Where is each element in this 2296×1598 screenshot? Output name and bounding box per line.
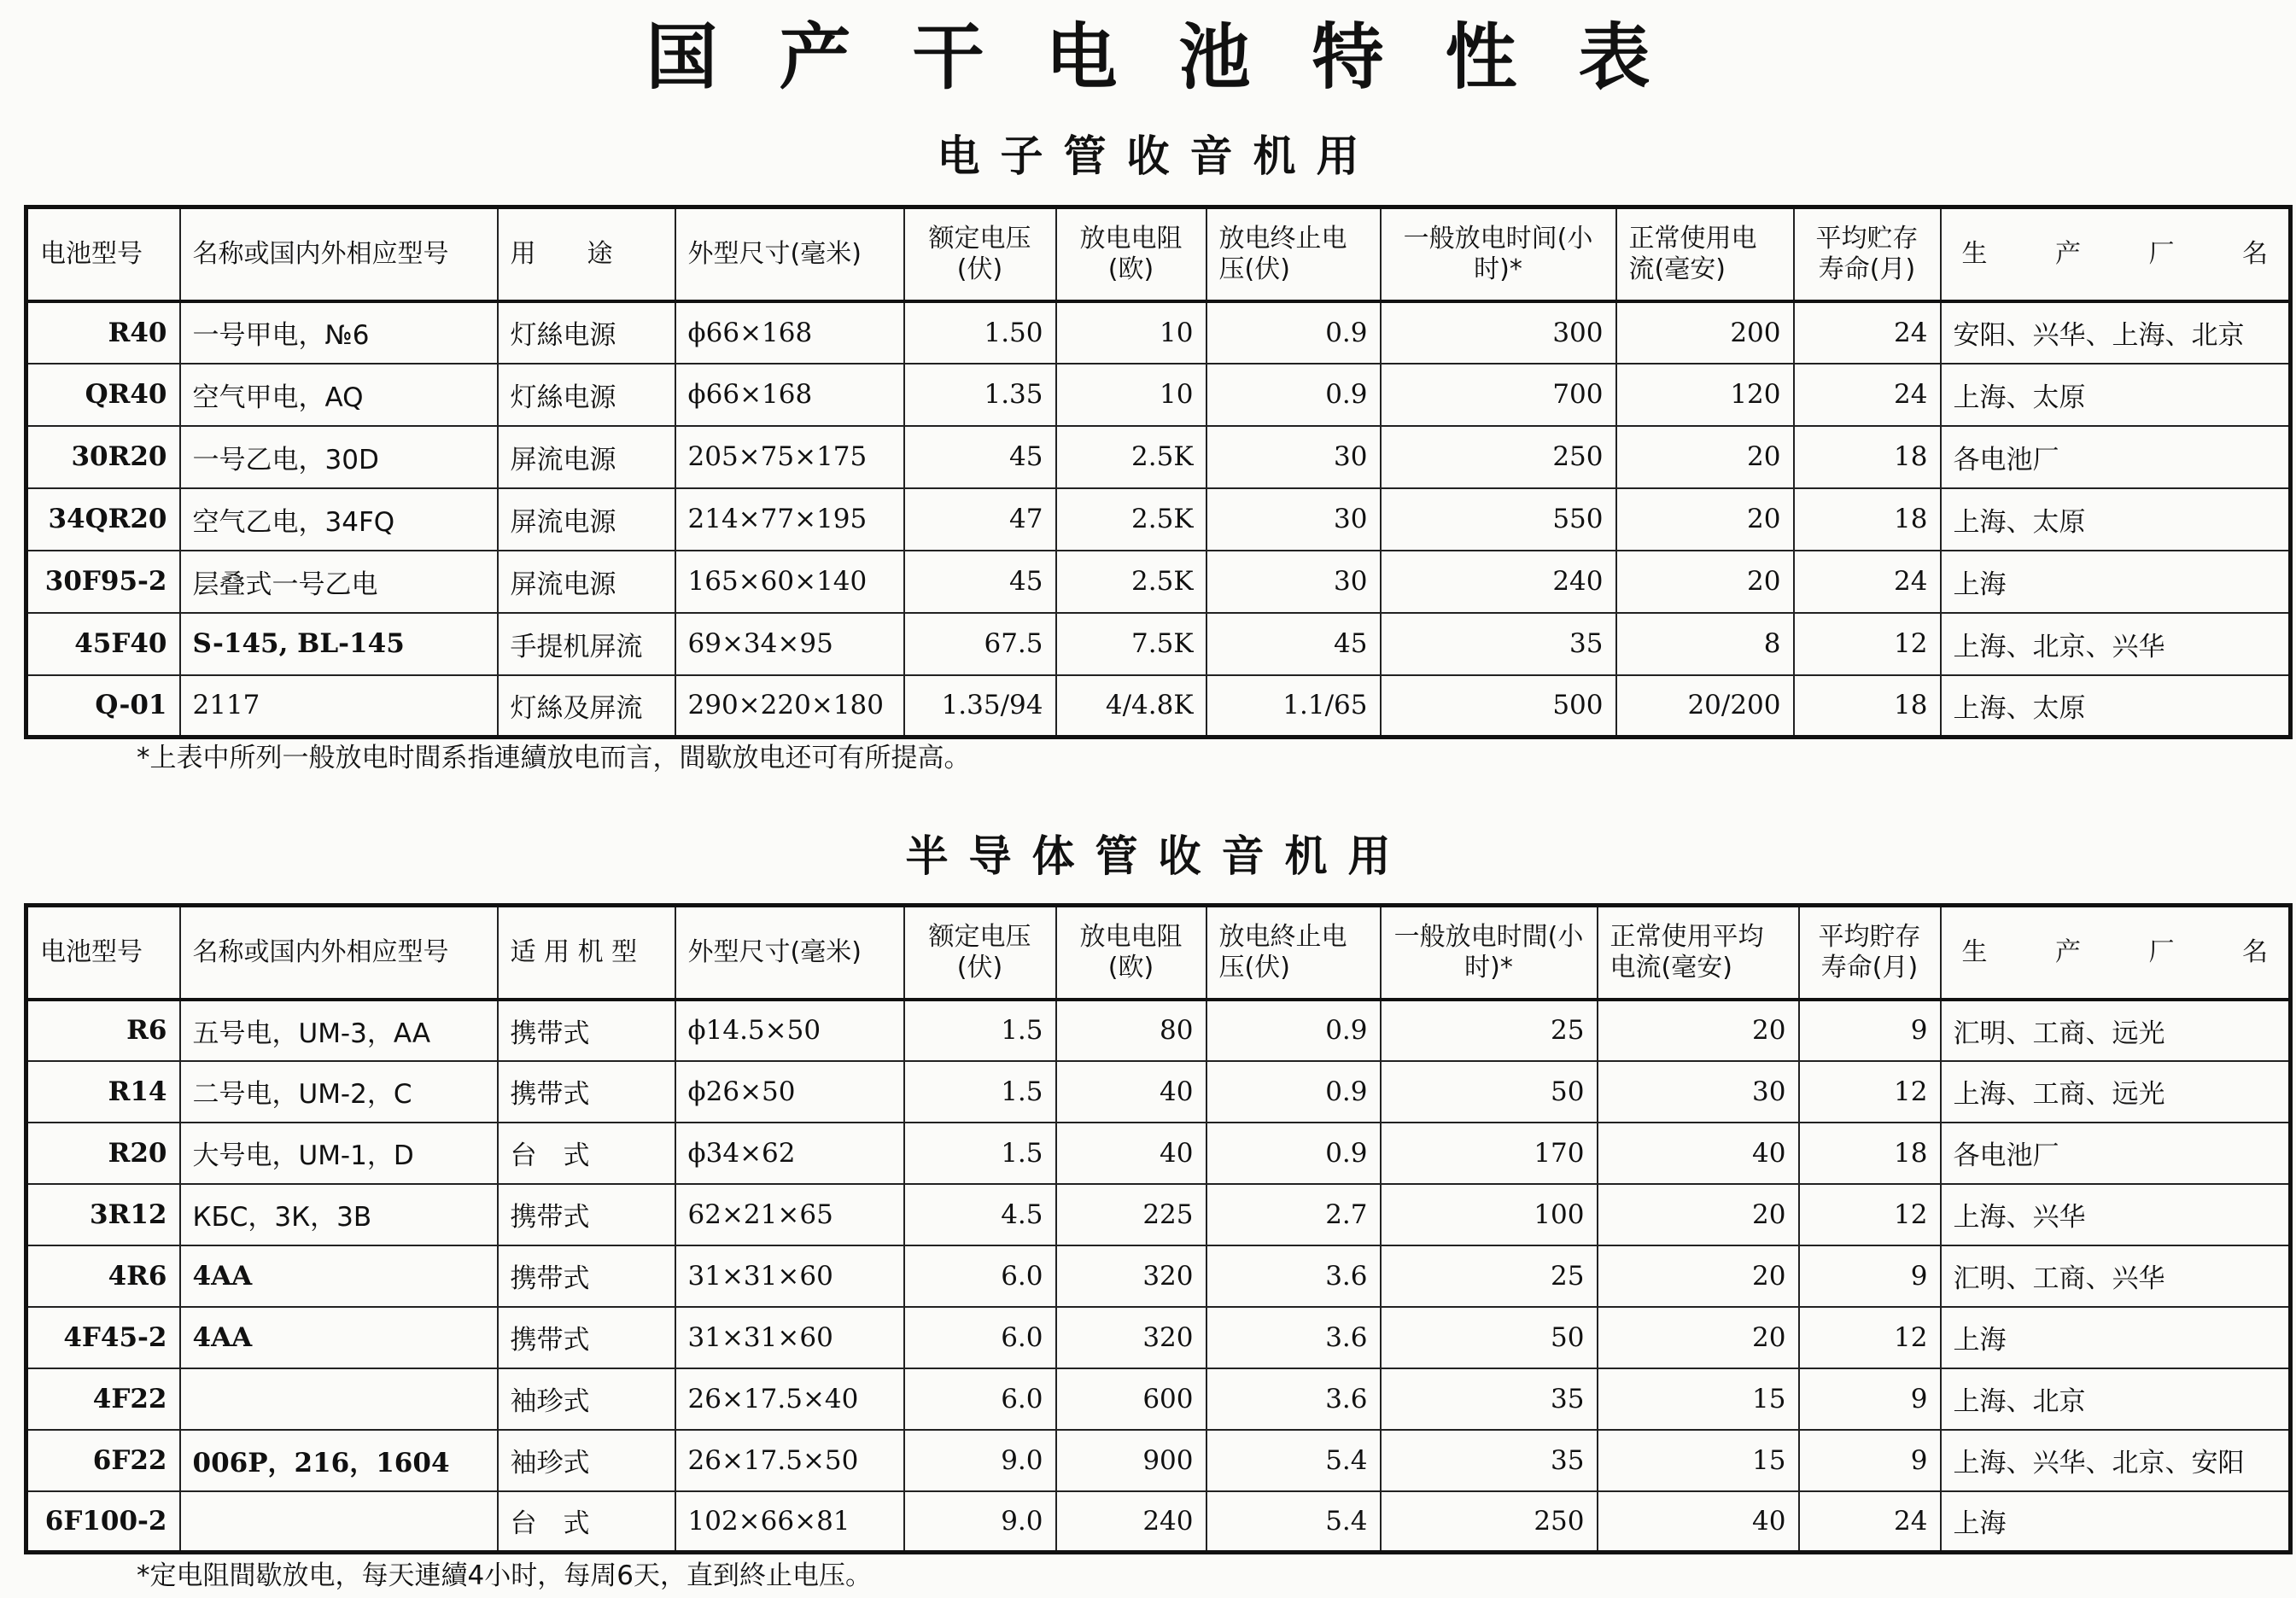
cell-cutoff: 0.9: [1206, 364, 1381, 426]
cell-life: 9: [1799, 1368, 1941, 1430]
cell-cutoff: 3.6: [1206, 1307, 1381, 1368]
cell-cutoff: 3.6: [1206, 1368, 1381, 1430]
cell-current: 8: [1616, 613, 1794, 675]
cell-cutoff: 30: [1206, 488, 1381, 551]
cell-cutoff: 0.9: [1206, 1061, 1381, 1123]
cell-name: 二号电，UM-2，C: [180, 1061, 498, 1123]
cell-time: 50: [1381, 1307, 1598, 1368]
header-factory: [1941, 207, 2291, 301]
cell-voltage: 1.5: [904, 1123, 1056, 1184]
cell-model: R6: [26, 1000, 180, 1061]
table-row: [26, 551, 2291, 613]
cell-name: [180, 1368, 498, 1430]
cell-factory: 上海、工商、远光: [1941, 1061, 2291, 1123]
cell-factory: 安阳、兴华、上海、北京: [1941, 301, 2291, 364]
cell-size: 165×60×140: [675, 551, 904, 613]
cell-name: 层叠式一号乙电: [180, 551, 498, 613]
cell-voltage: 9.0: [904, 1430, 1056, 1491]
cell-factory: 上海、北京: [1941, 1368, 2291, 1430]
cell-name: [180, 1491, 498, 1553]
cell-factory: 汇明、工商、远光: [1941, 1000, 2291, 1061]
cell-voltage: 1.35: [904, 364, 1056, 426]
cell-time: 35: [1381, 1368, 1598, 1430]
cell-resistance: 900: [1056, 1430, 1206, 1491]
table-row: [26, 1368, 2291, 1430]
cell-time: 240: [1381, 551, 1616, 613]
cell-size: ϕ66×168: [675, 301, 904, 364]
cell-current: 20: [1616, 551, 1794, 613]
cell-model: 6F22: [26, 1430, 180, 1491]
cell-use: 台 式: [498, 1123, 675, 1184]
header-size: 外型尺寸(毫米): [675, 207, 904, 301]
cell-life: 12: [1799, 1061, 1941, 1123]
cell-cutoff: 2.7: [1206, 1184, 1381, 1245]
cell-factory: 上海: [1941, 551, 2291, 613]
header-current: 正常使用电流(毫安): [1616, 207, 1794, 301]
cell-time: 35: [1381, 613, 1616, 675]
cell-life: 18: [1799, 1123, 1941, 1184]
cell-cutoff: 30: [1206, 551, 1381, 613]
tube-battery-table: [24, 205, 2293, 739]
cell-time: 25: [1381, 1245, 1598, 1307]
cell-name: 五号电，UM-3，AA: [180, 1000, 498, 1061]
cell-voltage: 47: [904, 488, 1056, 551]
cell-life: 18: [1794, 488, 1941, 551]
header-factory-char: 名: [2242, 936, 2268, 967]
cell-use: 屏流电源: [498, 551, 675, 613]
cell-current: 40: [1598, 1491, 1799, 1553]
cell-life: 24: [1794, 551, 1941, 613]
table-row: [26, 1184, 2291, 1245]
cell-voltage: 1.35/94: [904, 675, 1056, 738]
cell-voltage: 45: [904, 551, 1056, 613]
table-header-row: [26, 906, 2291, 1000]
cell-use: 灯絲电源: [498, 364, 675, 426]
cell-current: 30: [1598, 1061, 1799, 1123]
header-size: 外型尺寸(毫米): [675, 906, 904, 1000]
cell-current: 200: [1616, 301, 1794, 364]
cell-time: 300: [1381, 301, 1616, 364]
header-life: 平均贮存寿命(月): [1794, 207, 1941, 301]
cell-resistance: 225: [1056, 1184, 1206, 1245]
cell-cutoff: 1.1/65: [1206, 675, 1381, 738]
cell-time: 35: [1381, 1430, 1598, 1491]
cell-size: 31×31×60: [675, 1307, 904, 1368]
cell-life: 24: [1799, 1491, 1941, 1553]
cell-cutoff: 5.4: [1206, 1430, 1381, 1491]
cell-model: 34QR20: [26, 488, 180, 551]
table-row: [26, 675, 2291, 738]
table-row: [26, 1061, 2291, 1123]
header-resistance: 放电电阻(欧): [1056, 906, 1206, 1000]
cell-model: 6F100-2: [26, 1491, 180, 1553]
cell-use: 袖珍式: [498, 1368, 675, 1430]
cell-name: 4AA: [180, 1307, 498, 1368]
cell-voltage: 1.5: [904, 1000, 1056, 1061]
cell-current: 20: [1598, 1000, 1799, 1061]
header-factory-char: 厂: [2148, 936, 2175, 967]
header-factory-char: 产: [2055, 238, 2081, 269]
cell-time: 50: [1381, 1061, 1598, 1123]
cell-size: ϕ14.5×50: [675, 1000, 904, 1061]
cell-life: 9: [1799, 1430, 1941, 1491]
cell-life: 9: [1799, 1245, 1941, 1307]
cell-cutoff: 0.9: [1206, 1000, 1381, 1061]
header-use: 适 用 机 型: [498, 906, 675, 1000]
cell-size: 214×77×195: [675, 488, 904, 551]
cell-life: 18: [1794, 426, 1941, 488]
header-name: 名称或国内外相应型号: [180, 207, 498, 301]
table-row: [26, 1307, 2291, 1368]
cell-voltage: 6.0: [904, 1368, 1056, 1430]
cell-factory: 上海、太原: [1941, 675, 2291, 738]
cell-resistance: 4/4.8K: [1056, 675, 1206, 738]
header-voltage: 额定电压(伏): [904, 906, 1056, 1000]
cell-name: 一号乙电，30D: [180, 426, 498, 488]
header-factory-char: 生: [1961, 238, 1988, 269]
cell-factory: 上海、太原: [1941, 364, 2291, 426]
cell-time: 250: [1381, 1491, 1598, 1553]
table-row: [26, 301, 2291, 364]
cell-resistance: 40: [1056, 1123, 1206, 1184]
cell-size: 205×75×175: [675, 426, 904, 488]
cell-name: 大号电，UM-1，D: [180, 1123, 498, 1184]
cell-size: 69×34×95: [675, 613, 904, 675]
cell-model: 30R20: [26, 426, 180, 488]
cell-resistance: 240: [1056, 1491, 1206, 1553]
cell-use: 携带式: [498, 1184, 675, 1245]
cell-size: 62×21×65: [675, 1184, 904, 1245]
table-row: [26, 426, 2291, 488]
cell-size: ϕ66×168: [675, 364, 904, 426]
cell-resistance: 2.5K: [1056, 426, 1206, 488]
table-row: [26, 613, 2291, 675]
cell-life: 12: [1799, 1307, 1941, 1368]
cell-time: 250: [1381, 426, 1616, 488]
header-factory-char: 产: [2055, 936, 2081, 967]
cell-current: 40: [1598, 1123, 1799, 1184]
cell-use: 屏流电源: [498, 488, 675, 551]
cell-time: 700: [1381, 364, 1616, 426]
cell-current: 20: [1616, 488, 1794, 551]
cell-model: R40: [26, 301, 180, 364]
cell-size: 26×17.5×50: [675, 1430, 904, 1491]
semiconductor-battery-table: [24, 903, 2293, 1554]
cell-resistance: 600: [1056, 1368, 1206, 1430]
header-current: 正常使用平均电流(毫安): [1598, 906, 1799, 1000]
cell-name: 空气甲电，AQ: [180, 364, 498, 426]
cell-model: QR40: [26, 364, 180, 426]
cell-model: 4F45-2: [26, 1307, 180, 1368]
cell-life: 24: [1794, 301, 1941, 364]
cell-current: 15: [1598, 1368, 1799, 1430]
cell-name: 一号甲电，№6: [180, 301, 498, 364]
cell-use: 携带式: [498, 1061, 675, 1123]
cell-resistance: 320: [1056, 1307, 1206, 1368]
cell-life: 24: [1794, 364, 1941, 426]
cell-resistance: 320: [1056, 1245, 1206, 1307]
header-factory: [1941, 906, 2291, 1000]
cell-factory: 上海、兴华、北京、安阳: [1941, 1430, 2291, 1491]
header-factory-char: 生: [1961, 936, 1988, 967]
cell-time: 500: [1381, 675, 1616, 738]
cell-name: КБС，3К，3В: [180, 1184, 498, 1245]
cell-model: 4F22: [26, 1368, 180, 1430]
table-footnote: *上表中所列一般放电时間系指連續放电而言，間歇放电还可有所提高。: [137, 743, 971, 773]
header-use: 用 途: [498, 207, 675, 301]
cell-cutoff: 30: [1206, 426, 1381, 488]
cell-resistance: 7.5K: [1056, 613, 1206, 675]
cell-use: 灯絲电源: [498, 301, 675, 364]
cell-model: 4R6: [26, 1245, 180, 1307]
header-cutoff: 放电終止电压(伏): [1206, 906, 1381, 1000]
cell-voltage: 67.5: [904, 613, 1056, 675]
cell-use: 袖珍式: [498, 1430, 675, 1491]
cell-current: 20: [1598, 1307, 1799, 1368]
table-row: [26, 1430, 2291, 1491]
cell-model: 45F40: [26, 613, 180, 675]
header-cutoff: 放电终止电压(伏): [1206, 207, 1381, 301]
header-life: 平均貯存寿命(月): [1799, 906, 1941, 1000]
cell-resistance: 10: [1056, 364, 1206, 426]
cell-voltage: 4.5: [904, 1184, 1056, 1245]
cell-use: 屏流电源: [498, 426, 675, 488]
cell-factory: 上海、兴华: [1941, 1184, 2291, 1245]
cell-model: 30F95-2: [26, 551, 180, 613]
cell-voltage: 6.0: [904, 1245, 1056, 1307]
cell-resistance: 10: [1056, 301, 1206, 364]
cell-cutoff: 0.9: [1206, 1123, 1381, 1184]
cell-resistance: 2.5K: [1056, 551, 1206, 613]
cell-size: ϕ34×62: [675, 1123, 904, 1184]
cell-size: 26×17.5×40: [675, 1368, 904, 1430]
cell-use: 携带式: [498, 1000, 675, 1061]
cell-life: 12: [1799, 1184, 1941, 1245]
cell-voltage: 1.50: [904, 301, 1056, 364]
cell-current: 15: [1598, 1430, 1799, 1491]
cell-factory: 上海: [1941, 1491, 2291, 1553]
cell-factory: 汇明、工商、兴华: [1941, 1245, 2291, 1307]
table-row: [26, 1000, 2291, 1061]
cell-factory: 各电池厂: [1941, 1123, 2291, 1184]
cell-voltage: 1.5: [904, 1061, 1056, 1123]
cell-size: 102×66×81: [675, 1491, 904, 1553]
table-header-row: [26, 207, 2291, 301]
cell-voltage: 9.0: [904, 1491, 1056, 1553]
cell-cutoff: 5.4: [1206, 1491, 1381, 1553]
cell-factory: 上海: [1941, 1307, 2291, 1368]
cell-cutoff: 0.9: [1206, 301, 1381, 364]
header-factory-char: 厂: [2148, 238, 2175, 269]
cell-model: Q-01: [26, 675, 180, 738]
cell-name: 空气乙电，34FQ: [180, 488, 498, 551]
cell-name: 4AA: [180, 1245, 498, 1307]
cell-use: 灯絲及屏流: [498, 675, 675, 738]
cell-voltage: 6.0: [904, 1307, 1056, 1368]
cell-name: 006P，216，1604: [180, 1430, 498, 1491]
cell-factory: 上海、北京、兴华: [1941, 613, 2291, 675]
cell-use: 手提机屏流: [498, 613, 675, 675]
cell-resistance: 2.5K: [1056, 488, 1206, 551]
cell-model: 3R12: [26, 1184, 180, 1245]
cell-current: 20: [1598, 1184, 1799, 1245]
cell-use: 台 式: [498, 1491, 675, 1553]
cell-factory: 各电池厂: [1941, 426, 2291, 488]
cell-model: R14: [26, 1061, 180, 1123]
cell-size: 290×220×180: [675, 675, 904, 738]
cell-current: 20: [1598, 1245, 1799, 1307]
cell-size: 31×31×60: [675, 1245, 904, 1307]
cell-name: 2117: [180, 675, 498, 738]
cell-name: S-145, BL-145: [180, 613, 498, 675]
cell-resistance: 80: [1056, 1000, 1206, 1061]
table-row: [26, 1245, 2291, 1307]
cell-current: 20/200: [1616, 675, 1794, 738]
cell-factory: 上海、太原: [1941, 488, 2291, 551]
cell-time: 170: [1381, 1123, 1598, 1184]
table-row: [26, 1491, 2291, 1553]
table-footnote: *定电阻間歇放电，每天連續4小时，每周6天，直到終止电压。: [137, 1560, 872, 1591]
header-model: 电池型号: [26, 207, 180, 301]
header-voltage: 额定电压(伏): [904, 207, 1056, 301]
table-row: [26, 488, 2291, 551]
cell-resistance: 40: [1056, 1061, 1206, 1123]
table-row: [26, 364, 2291, 426]
cell-current: 120: [1616, 364, 1794, 426]
cell-voltage: 45: [904, 426, 1056, 488]
header-name: 名称或国内外相应型号: [180, 906, 498, 1000]
page-title: 国产干电池特性表: [646, 15, 1712, 99]
section-title-tube: 电子管收音机用: [937, 131, 1380, 181]
cell-size: ϕ26×50: [675, 1061, 904, 1123]
cell-life: 18: [1794, 675, 1941, 738]
header-resistance: 放电电阻(欧): [1056, 207, 1206, 301]
header-time: 一般放电时间(小时)*: [1381, 207, 1616, 301]
cell-current: 20: [1616, 426, 1794, 488]
section-title-semiconductor: 半导体管收音机用: [905, 831, 1411, 881]
cell-use: 携带式: [498, 1307, 675, 1368]
cell-cutoff: 45: [1206, 613, 1381, 675]
cell-time: 550: [1381, 488, 1616, 551]
cell-time: 25: [1381, 1000, 1598, 1061]
cell-cutoff: 3.6: [1206, 1245, 1381, 1307]
header-model: 电池型号: [26, 906, 180, 1000]
header-time: 一般放电时間(小时)*: [1381, 906, 1598, 1000]
cell-model: R20: [26, 1123, 180, 1184]
cell-life: 9: [1799, 1000, 1941, 1061]
cell-life: 12: [1794, 613, 1941, 675]
header-factory-char: 名: [2242, 238, 2268, 269]
table-row: [26, 1123, 2291, 1184]
cell-time: 100: [1381, 1184, 1598, 1245]
cell-use: 携带式: [498, 1245, 675, 1307]
